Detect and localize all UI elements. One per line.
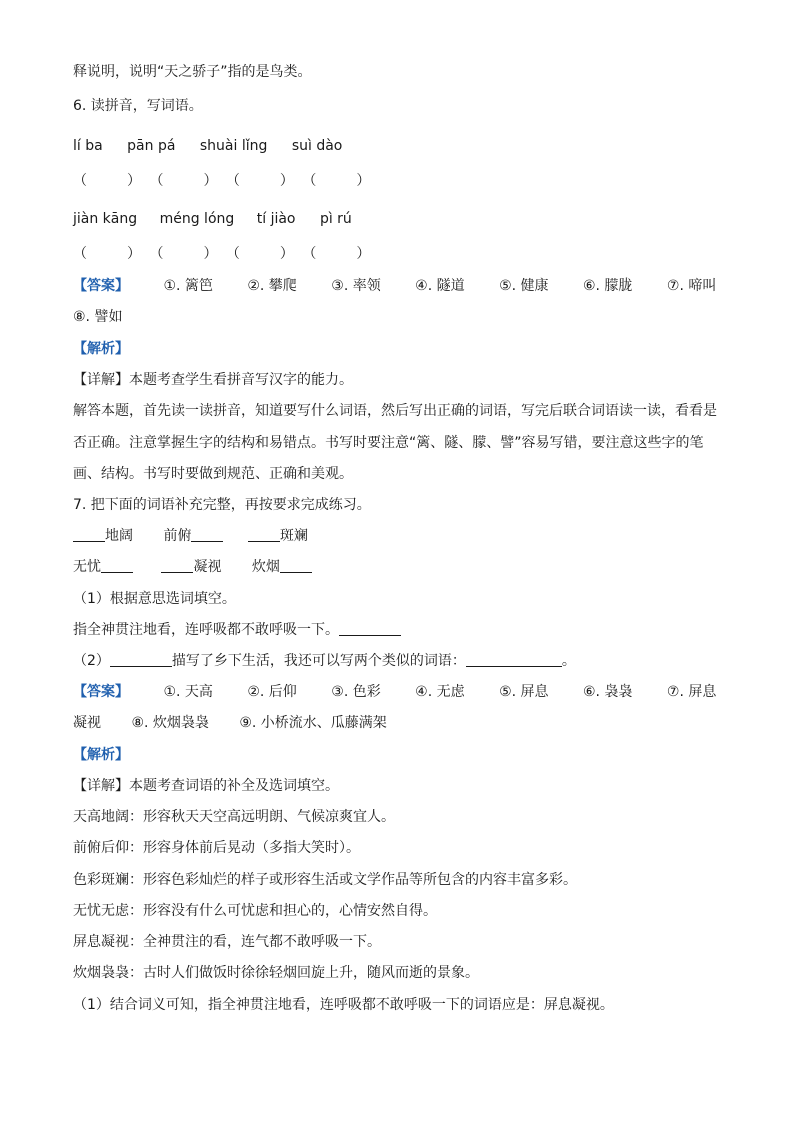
pinyin-item: lí ba: [73, 138, 103, 154]
analysis-tag: 【解析】: [73, 341, 129, 357]
paren-close: ）: [279, 173, 294, 189]
word-part: 斑斓: [279, 528, 308, 544]
answer-parens-row-2: [73, 245, 370, 263]
answer-tag: 【答案】: [73, 684, 129, 700]
q7-answer-row-2: [73, 714, 387, 732]
answer-item: ⑧. 譬如: [73, 309, 123, 325]
answer-item: ⑥. 袅袅: [582, 684, 633, 700]
answer-item: ①. 天高: [163, 684, 213, 700]
answer-item: ④. 隧道: [415, 278, 465, 294]
answer-parens-row-1: [73, 172, 370, 190]
detail-tag: 【详解】: [73, 778, 129, 794]
word-part: 无忧: [73, 559, 101, 575]
explanation-line: 色彩斑斓：形容色彩灿烂的样子或形容生活或文学作品等所包含的内容丰富多彩。: [73, 872, 577, 888]
pinyin-item: pì rú: [319, 211, 352, 227]
answer-item: ⑨. 小桥流水、瓜藤满架: [239, 715, 387, 731]
q6-detail: [73, 371, 353, 389]
fill-blank: [280, 558, 312, 573]
sub-number: （2）: [73, 653, 110, 669]
paren-open: （: [302, 246, 317, 262]
question-7-title: 7. 把下面的词语补充完整，再按要求完成练习。: [73, 497, 371, 513]
q6-answer-row-2: [73, 308, 122, 326]
q7-words-row-2: [73, 558, 312, 576]
fill-blank: [110, 652, 172, 667]
answer-item: ③. 率领: [331, 278, 381, 294]
paren-open: （: [302, 173, 317, 189]
answer-tag: 【答案】: [73, 278, 129, 294]
answer-item: ⑦. 啼叫: [666, 278, 717, 294]
fill-blank: [161, 558, 193, 573]
fill-blank: [466, 652, 562, 667]
answer-item: ③. 色彩: [331, 684, 381, 700]
detail-tag: 【详解】: [73, 372, 129, 388]
fill-blank: [191, 527, 223, 542]
sentence: 描写了乡下生活，我还可以写两个类似的词语：: [171, 653, 466, 669]
pinyin-item: shuài lǐng: [199, 138, 268, 154]
paren-close: ）: [356, 173, 371, 189]
paren-close: ）: [203, 173, 218, 189]
answer-item: ④. 无虑: [415, 684, 465, 700]
q7-sub-1: （1）根据意思选词填空。: [73, 591, 236, 607]
pinyin-row-1: [73, 137, 342, 155]
q6-answer-row-1: [73, 277, 716, 295]
fill-blank: [73, 527, 105, 542]
fill-blank: [101, 558, 133, 573]
pinyin-item: pān pá: [127, 138, 176, 154]
pinyin-item: méng lóng: [159, 211, 235, 227]
explanation-line: 前俯后仰：形容身体前后晃动（多指大笑时）。: [73, 840, 360, 856]
explanation-line: 炊烟袅袅：古时人们做饭时徐徐轻烟回旋上升，随风而逝的景象。: [73, 965, 479, 981]
paragraph-line: 否正确。注意掌握生字的结构和易错点。书写时要注意“篱、隧、朦、譬”容易写错，要注意这些字的笔: [73, 435, 704, 451]
explanation-line: 无忧无虑：形容没有什么可忧虑和担心的，心情安然自得。: [73, 903, 437, 919]
paren-open: （: [225, 246, 240, 262]
answer-item: 凝视: [73, 715, 101, 731]
answer-item: ②. 后仰: [247, 684, 297, 700]
word-part: 前俯: [163, 528, 192, 544]
answer-item: ⑤. 屏息: [499, 684, 549, 700]
paren-open: （: [149, 173, 164, 189]
paren-close: ）: [203, 246, 218, 262]
answer-item: ①. 篱笆: [163, 278, 213, 294]
pinyin-item: tí jiào: [256, 211, 296, 227]
word-part: 凝视: [193, 559, 222, 575]
analysis-tag: 【解析】: [73, 747, 129, 763]
pinyin-row-2: [73, 210, 352, 228]
q7-words-row-1: [73, 527, 308, 545]
paren-open: （: [225, 173, 240, 189]
q7-answer-row-1: [73, 683, 716, 701]
text-line: 释说明，说明“天之骄子”指的是鸟类。: [73, 64, 312, 80]
answer-item: ⑤. 健康: [499, 278, 549, 294]
paragraph-line: 解答本题，首先读一读拼音，知道要写什么词语，然后写出正确的词语，写完后联合词语读一读，看看是: [73, 403, 717, 419]
detail-text: 本题考查词语的补全及选词填空。: [129, 778, 339, 794]
fill-blank: [339, 621, 401, 636]
answer-item: ⑧. 炊烟袅袅: [131, 715, 209, 731]
explanation-line: 屏息凝视：全神贯注的看，连气都不敢呼吸一下。: [73, 934, 381, 950]
pinyin-item: suì dào: [291, 138, 343, 154]
word-part: 地阔: [105, 528, 133, 544]
detail-text: 本题考查学生看拼音写汉字的能力。: [129, 372, 353, 388]
paren-open: （: [73, 246, 87, 262]
paren-close: ）: [356, 246, 371, 262]
fill-blank: [248, 527, 280, 542]
answer-item: ⑦. 屏息: [666, 684, 717, 700]
paren-close: ）: [127, 246, 141, 262]
explanation-line: 天高地阔：形容秋天天空高远明朗、气候凉爽宜人。: [73, 809, 395, 825]
paren-open: （: [73, 173, 87, 189]
q7-sub-1-text: [73, 621, 401, 639]
paragraph-line: 画、结构。书写时要做到规范、正确和美观。: [73, 466, 353, 482]
answer-item: ⑥. 朦胧: [582, 278, 633, 294]
sentence-end: 。: [561, 653, 576, 669]
paren-open: （: [149, 246, 164, 262]
paren-close: ）: [127, 173, 141, 189]
question-6-title: 6. 读拼音，写词语。: [73, 98, 203, 114]
word-part: 炊烟: [251, 559, 280, 575]
q7-detail: [73, 777, 339, 795]
pinyin-item: jiàn kāng: [73, 211, 138, 227]
paren-close: ）: [279, 246, 294, 262]
answer-item: ②. 攀爬: [247, 278, 297, 294]
q7-sub-2: [73, 652, 576, 670]
explanation-line: （1）结合词义可知，指全神贯注地看，连呼吸都不敢呼吸一下的词语应是：屏息凝视。: [73, 997, 614, 1013]
sentence: 指全神贯注地看，连呼吸都不敢呼吸一下。: [73, 622, 339, 638]
